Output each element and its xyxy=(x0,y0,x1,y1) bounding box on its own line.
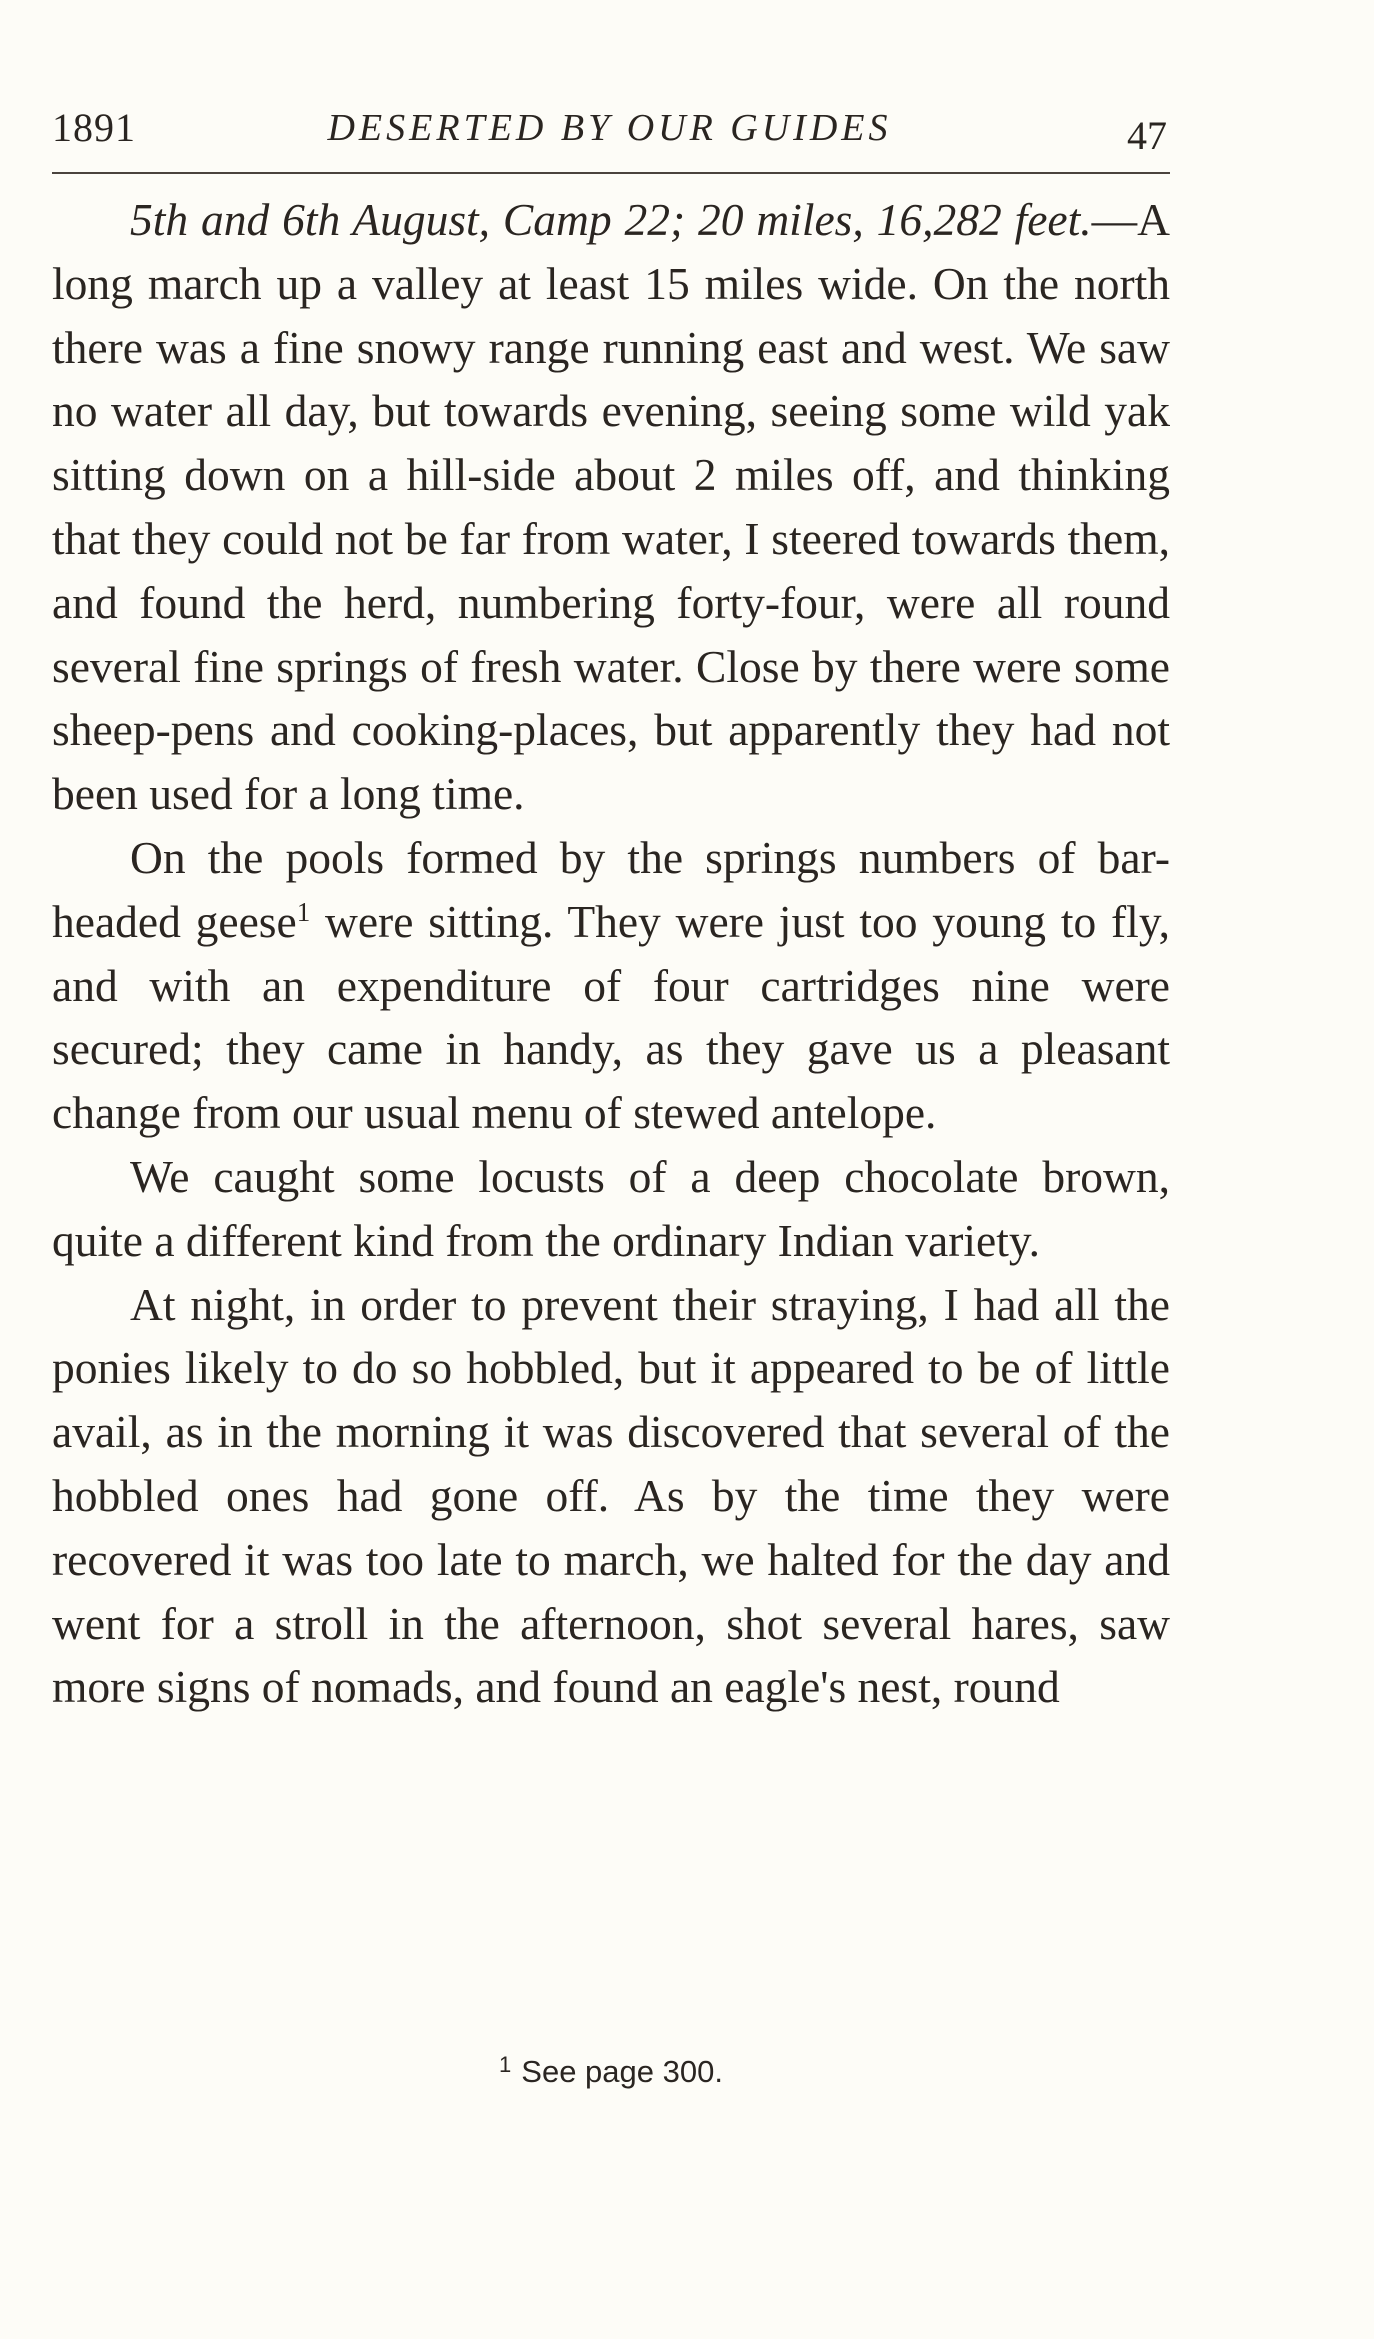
footnote-text: See page 300. xyxy=(521,2054,723,2089)
footnote-reference: 1 xyxy=(296,896,311,927)
header-year: 1891 xyxy=(52,105,136,150)
paragraph-2 xyxy=(52,826,1170,1145)
page-header xyxy=(52,100,1167,160)
paragraph-text: —A long march up a valley at least 15 miles wide. On the north there was a fine snowy range running east and west. We saw no water all day, but towards evening, seeing some wild yak sitting down on a hill-side about 2 miles off, and thinking that they could not be far from water, I steered towards them, and found the herd, numbering forty-four, were all round several fine springs of fresh water. Close by there were some sheep-pens and cooking-places, but apparently they had not been used for a long time. xyxy=(52,194,1170,820)
body-text xyxy=(52,188,1170,1719)
paragraph-4 xyxy=(52,1273,1170,1720)
running-title: DESERTED BY OUR GUIDES xyxy=(327,107,892,149)
footnote xyxy=(52,2054,1170,2090)
paragraph-text: We caught some locusts of a deep chocolate brown, quite a different kind from the ordinary Indian variety. xyxy=(52,1150,1170,1266)
date-line: 5th and 6th August, Camp 22; 20 miles, 16,282 feet. xyxy=(130,194,1092,245)
paragraph-text: On the pools formed by the springs numbers of bar-headed geese xyxy=(52,831,1170,947)
footnote-mark: 1 xyxy=(499,2052,512,2077)
paragraph-3 xyxy=(52,1145,1170,1273)
paragraph-text: were sitting. They were just too young to fly, and with an expenditure of four cartridges nine were secured; they came in handy, as they gave us a pleasant change from our usual menu of stewed antelope. xyxy=(52,895,1170,1139)
header-rule xyxy=(52,172,1170,174)
paragraph-text: At night, in order to prevent their straying, I had all the ponies likely to do so hobbled, but it appeared to be of little avail, as in the morning it was discovered that several of the hobbled ones had gone off. As by the time they were recovered it was too late to march, we halted for the day and went for a stroll in the afternoon, shot several hares, saw more signs of nomads, and found an eagle's nest, round xyxy=(52,1278,1170,1713)
page-number: 47 xyxy=(1127,113,1167,158)
paragraph-1 xyxy=(52,188,1170,826)
